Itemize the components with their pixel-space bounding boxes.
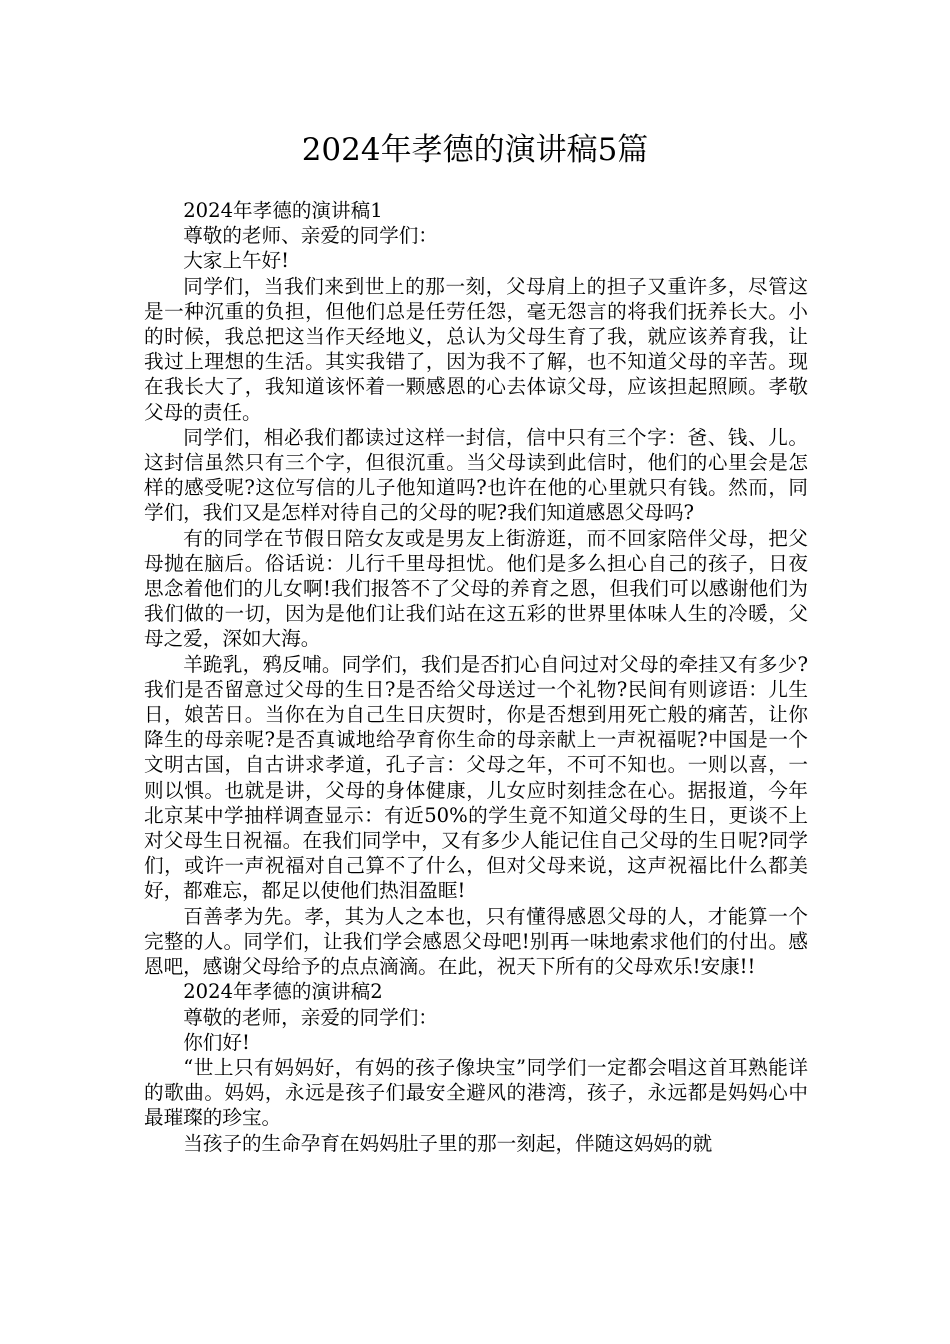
document-body — [144, 198, 808, 1156]
section-heading-1: 2024年孝德的演讲稿1 — [183, 199, 383, 222]
greeting-1: 大家上午好! — [183, 249, 290, 273]
salutation-2: 尊敬的老师，亲爱的同学们： — [183, 1005, 438, 1029]
body-paragraph: 有的同学在节假日陪女友或是男友上街游逛，而不回家陪伴父母，把父母抛在脑后。俗话说：儿行千里母担忧。他们是多么担心自己的孩子，日夜思念着他们的儿女啊!我们报答不了父母的养育之恩，但我们可以感谢他们为我们做的一切，因为是他们让我们站在这五彩的世界里体味人生的冷暖，父母之爱，深如大海。 — [144, 526, 808, 651]
body-paragraph: 当孩子的生命孕育在妈妈肚子里的那一刻起，伴随这妈妈的就 — [183, 1131, 713, 1155]
salutation-1: 尊敬的老师、亲爱的同学们： — [183, 224, 438, 248]
body-paragraph: 同学们，当我们来到世上的那一刻，父母肩上的担子又重许多，尽管这是一种沉重的负担，但他们总是任劳任怨，毫无怨言的将我们抚养长大。小的时候，我总把这当作天经地义，总认为父母生育了我，就应该养育我，让我过上理想的生活。其实我错了，因为我不了解，也不知道父母的辛苦。现在我长大了，我知道该怀着一颗感恩的心去体谅父母，应该担起照顾。孝敬父母的责任。 — [144, 274, 808, 424]
body-paragraph: 百善孝为先。孝，其为人之本也，只有懂得感恩父母的人，才能算一个完整的人。同学们，让我们学会感恩父母吧!别再一味地索求他们的付出。感恩吧，感谢父母给予的点点滴滴。在此，祝天下所有的父母欢乐!安康!! — [144, 904, 808, 979]
document-title: 2024年孝德的演讲稿5篇 — [301, 132, 649, 168]
section-heading-2: 2024年孝德的演讲稿2 — [183, 980, 383, 1004]
body-paragraph: 同学们，相必我们都读过这样一封信，信中只有三个字：爸、钱、儿。这封信虽然只有三个字，但很沉重。当父母读到此信时，他们的心里会是怎样的感受呢?这位写信的儿子他知道吗?也许在他的心里就只有钱。然而，同学们，我们又是怎样对待自己的父母的呢?我们知道感恩父母吗? — [144, 425, 808, 525]
body-paragraph: 羊跪乳，鸦反哺。同学们，我们是否扪心自问过对父母的牵挂又有多少?我们是否留意过父母的生日?是否给父母送过一个礼物?民间有则谚语：儿生日，娘苦日。当你在为自己生日庆贺时，你是否想到用死亡般的痛苦，让你降生的母亲呢?是否真诚地给孕育你生命的母亲献上一声祝福呢?中国是一个文明古国，自古讲求孝道，孔子言：父母之年，不可不知也。一则以喜，一则以惧。也就是讲，父母的身体健康，儿女应时刻挂念在心。据报道，今年北京某中学抽样调查显示：有近50%的学生竟不知道父母的生日，更谈不上对父母生日祝福。在我们同学中，又有多少人能记住自己父母的生日呢?同学们，或许一声祝福对自己算不了什么，但对父母来说，这声祝福比什么都美好，都难忘，都足以使他们热泪盈眶! — [144, 652, 808, 903]
body-paragraph: “世上只有妈妈好，有妈的孩子像块宝”同学们一定都会唱这首耳熟能详的歌曲。妈妈，永远是孩子们最安全避风的港湾，孩子，永远都是妈妈心中最璀璨的珍宝。 — [144, 1055, 808, 1130]
greeting-2: 你们好! — [183, 1030, 250, 1054]
